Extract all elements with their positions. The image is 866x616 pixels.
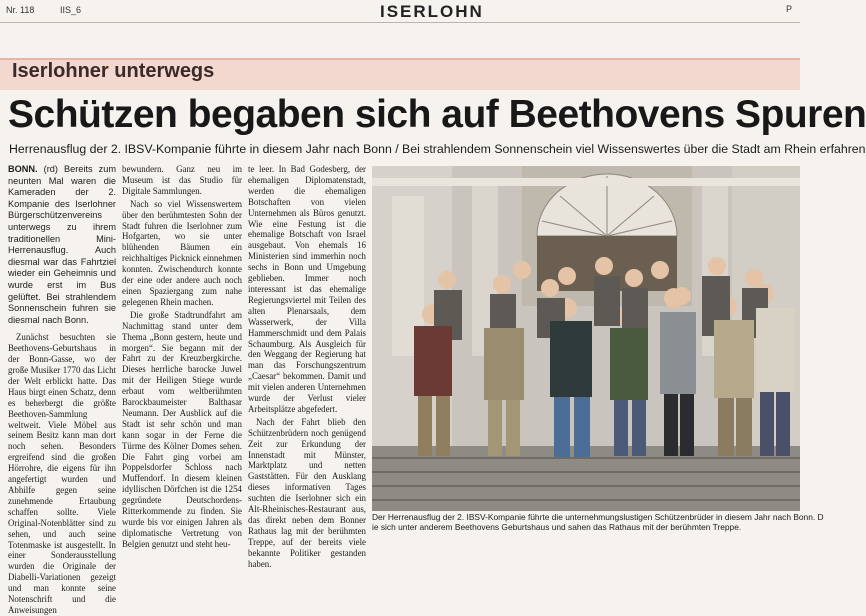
page-edge-letter: P <box>786 4 793 14</box>
article-column-2 <box>122 164 242 549</box>
headline: Schützen begaben sich auf Beethovens Spuren <box>8 93 866 136</box>
masthead: ISERLOHN <box>380 2 484 21</box>
photo-caption <box>372 512 824 533</box>
body-paragraph: te leer. In Bad Godesberg, der ehemaligen Diplomatenstadt, werden die ehemaligen Botschaften von vielen Unternehmen als Büros genutzt. Wie eine Festung ist die ehemalige Botschaft von Israel ausgebaut. Von ehemals 16 Ministerien sind immerhin noch sechs in Bonn und Umgebung geblieben. Immer noch interessant ist das ehemalige Regierungsviertel mit Teilen des alten Plenarsaals, dem Wasserwerk, der Villa Hammerschmidt und dem Palais Schaumburg. Als Ausgleich für den Weggang der Regierung hat man das Forschungszentrum „Caesar“ bekommen. Damit und mit vielen anderen Unternehmen wurde der Verlust vieler Arbeitsplätze abgefedert. <box>248 164 366 414</box>
page-code: IIS_6 <box>60 5 82 15</box>
kicker: Iserlohner unterwegs <box>12 60 215 82</box>
body-paragraph: Nach so viel Wissenswertem über den berühmtesten Sohn der Stadt fuhren die Iserlohner zum Hofgarten, wo sie unter blühenden Bäumen ein reichhaltiges Picknick einnehmen konnten. Zwischendurch konnte der eine oder andere auch noch einen Spaziergang zum nahe gelegenen Rhein machen. <box>122 198 242 307</box>
dateline: BONN. <box>8 164 38 174</box>
body-paragraph: Die große Stadtrundfahrt am Nachmittag stand unter dem Thema „Bonn gestern, heute und morgen“. Sie begann mit der Fahrt zu der Kreuzbergkirche. Dieses herrliche barocke Juwel mit der Heiligen Stiege wurde erbaut vom weltberühmten Barockbaumeister Balthasar Neumann. Der Ausblick auf die Stadt ist sehr schön und man kann sogar in der Ferne die Türme des Kölner Domes sehen. Die Fahrt ging vorbei am Poppelsdorfer Schloss nach Muffendorf. In diesem kleinen idyllischen Dörfchen ist die 1254 gegründete Deutschordens-Ritterkommende zu finden. Sie wurde bis vor einigen Jahren als diplomatische Vertretung von Belgien genutzt und steht heu- <box>122 309 242 549</box>
intro-paragraph <box>8 164 116 326</box>
intro-text: (rd) Bereits zum neunten Mal waren die Kameraden der 2. Kompanie des Iserlohner Bürgerschützenvereins unterwegs zu ihrem traditionellen Mini-Herrenausflug. Auch diesmal war das Fahrtziel wieder ein Geheimnis und wurde erst im Bus gelüftet. Bei strahlendem Sonnenschein fuhren sie diesmal nach Bonn. <box>8 164 116 325</box>
body-paragraph: Zunächst besuchten sie Beethovens-Geburtshaus in der Bonn-Gasse, wo der große Musiker 1770 das Licht der Welt erblickt hatte. Das Haus birgt einen Schatz, denn es beherbergt die größte Beethoven-Sammlung weltweit. Viele Möbel aus seinem Besitz kann man dort noch sehen. Besonders ergreifend sind die großen Hörrohre, die eigens für ihn angefertigt wurden und Abhilfe gegen seine zunehmende Ertaubung schaffen sollte. Viele Original-Notenblätter sind zu sehen, und auch seine Totenmaske ist ausgestellt. In einer Sonderausstellung wurden die Originale der Diabelli-Variationen gezeigt und man konnte seine Notenschrift und die Anweisungen <box>8 332 116 615</box>
group-photo <box>372 166 800 511</box>
caption-line: Der Herrenausflug der 2. IBSV-Kompanie führte die unternehmungslustigen Schützenbrüder in diesem Jahr nach Bonn. D <box>372 512 824 522</box>
article-column-1 <box>8 164 116 615</box>
body-paragraph: Nach der Fahrt blieb den Schützenbrüdern noch genügend Zeit zur Erkundung der Innenstadt mit Münster, Marktplatz und netten Gaststätten. Für den Ausklang dieses informativen Tages suchten die Iserlohner sich ein Alt-Rheinisches-Restaurant aus, das direkt neben dem Bonner Rathaus lag mit der berühmten Treppe, auf der bereits viele bekannte Politiker gestanden haben. <box>248 416 366 569</box>
body-paragraph: bewundern. Ganz neu im Museum ist das Studio für Digitale Sammlungen. <box>122 164 242 196</box>
page-number: Nr. 118 <box>6 5 35 15</box>
subheadline: Herrenausflug der 2. IBSV-Kompanie führte in diesem Jahr nach Bonn / Bei strahlendem Sonnenschein viel Wissenswertes über die Stadt am Rhein erfahren <box>9 142 866 156</box>
caption-line: ie sich unter anderem Beethovens Geburtshaus und sahen das Rathaus mit der berühmten Treppe. <box>372 522 742 533</box>
article-column-3 <box>248 164 366 569</box>
